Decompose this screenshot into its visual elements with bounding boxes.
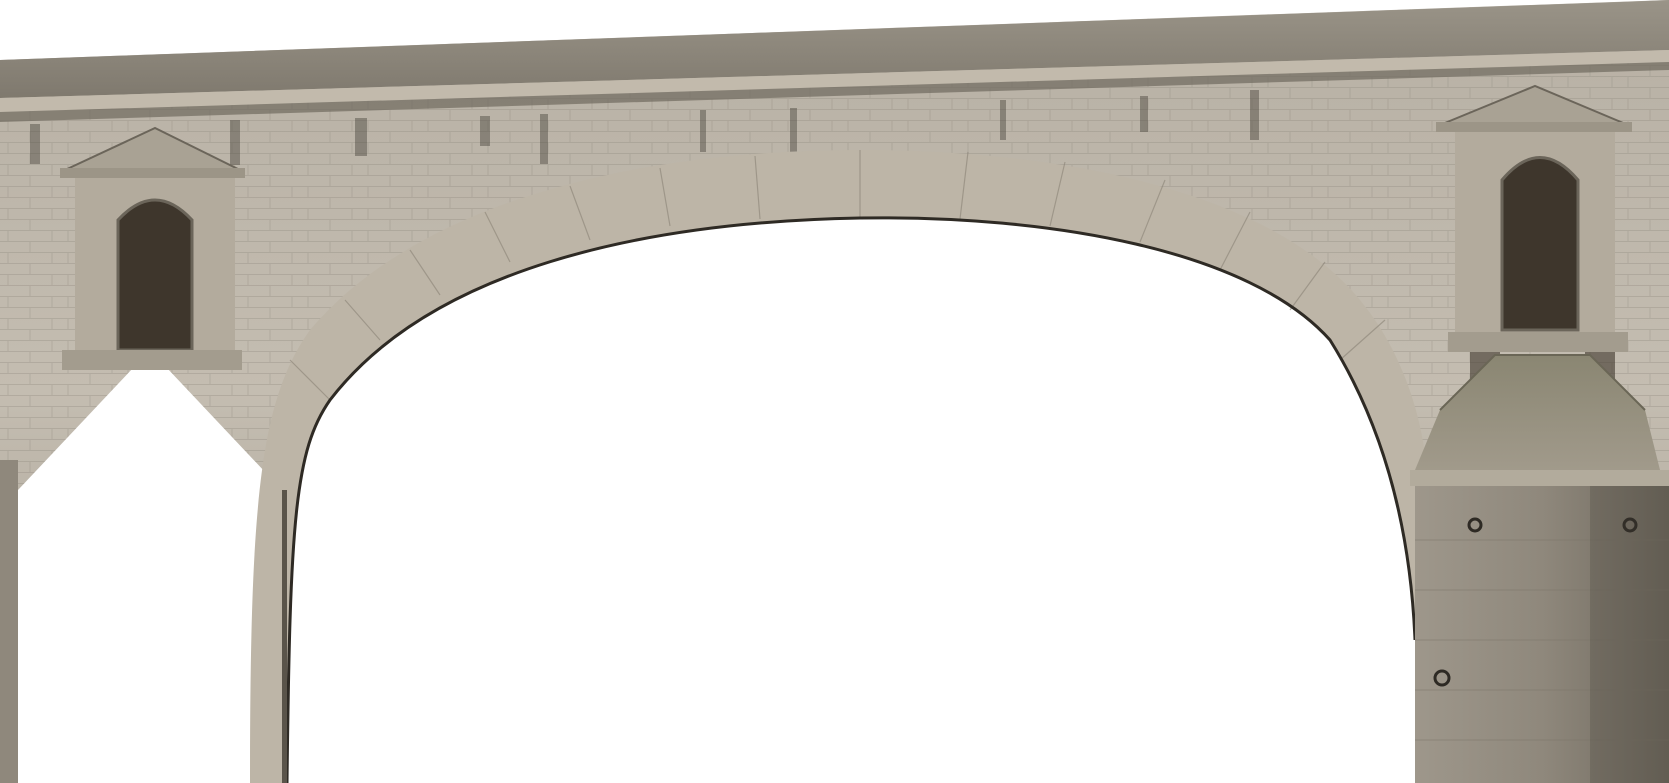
arch-voussoir-ring bbox=[250, 150, 1428, 783]
left-niche bbox=[60, 128, 245, 370]
right-pier bbox=[1410, 355, 1669, 783]
right-niche bbox=[1436, 86, 1632, 382]
arch-intrados-edge bbox=[287, 218, 1415, 783]
left-pier-edge bbox=[0, 460, 18, 783]
left-cutout-edge bbox=[282, 490, 287, 783]
